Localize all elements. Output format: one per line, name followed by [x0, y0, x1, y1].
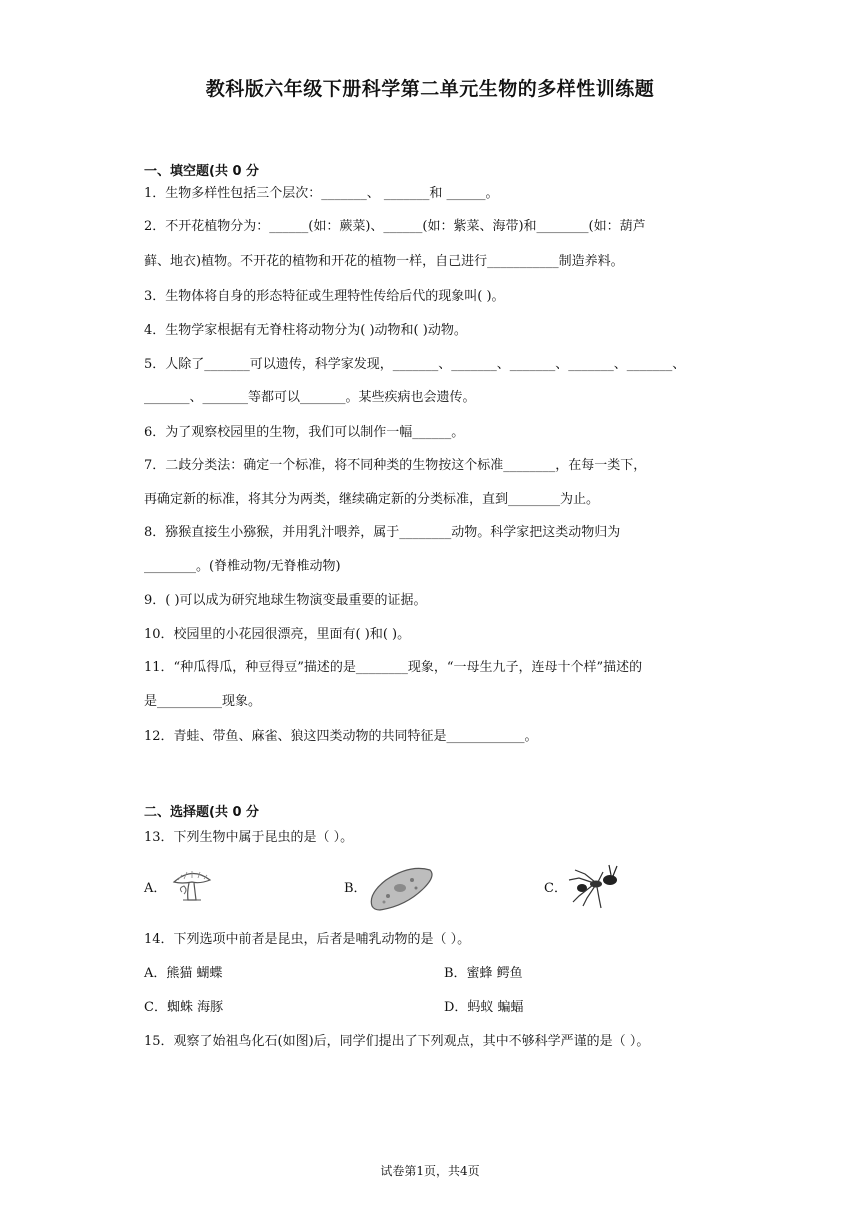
- q13-option-c: C．: [544, 881, 567, 896]
- question-7-line-2: 再确定新的标准，将其分为两类，继续确定新的分类标准，直到________为止。: [144, 492, 600, 507]
- question-12: 12．青蛙、带鱼、麻雀、狼这四类动物的共同特征是____________。: [144, 729, 538, 744]
- question-13: 13．下列生物中属于昆虫的是（ ）。: [144, 830, 354, 845]
- section-fill-blank-heading: 一、填空题(共 0 分: [144, 164, 260, 179]
- page-footer: 试卷第1页，共4页: [380, 1164, 480, 1178]
- q13-option-b: B．: [344, 881, 367, 896]
- question-5-line-1: 5．人除了_______可以遗传，科学家发现，_______、_______、_______、_______、_______、: [144, 357, 686, 372]
- question-2-line-1: 2．不开花植物分为：______(如：蕨菜)、______(如：紫菜、海带)和________(如：葫芦: [144, 219, 646, 234]
- question-1: 1．生物多样性包括三个层次：_______、 _______和 ______。: [144, 186, 499, 201]
- question-2-line-2: 藓、地衣)植物。不开花的植物和开花的植物一样，自己进行___________制造养料。: [144, 254, 624, 269]
- page-title: 教科版六年级下册科学第二单元生物的多样性训练题: [205, 78, 655, 100]
- q14-option-c: C．蜘蛛 海豚: [144, 1000, 224, 1015]
- q14-option-a: A．熊猫 蝴蝶: [144, 966, 223, 981]
- q13-option-a: A．: [144, 881, 167, 896]
- question-11-line-2: 是__________现象。: [144, 694, 262, 709]
- question-15: 15．观察了始祖鸟化石(如图)后，同学们提出了下列观点，其中不够科学严谨的是（ ）。: [144, 1034, 650, 1049]
- question-4: 4．生物学家根据有无脊柱将动物分为( )动物和( )动物。: [144, 323, 467, 338]
- paramecium-icon: [366, 864, 438, 912]
- question-8-line-1: 8．猕猴直接生小猕猴，并用乳汁喂养，属于________动物。科学家把这类动物归为: [144, 525, 621, 540]
- question-9: 9．( )可以成为研究地球生物演变最重要的证据。: [144, 593, 427, 608]
- question-10: 10．校园里的小花园很漂亮，里面有( )和( )。: [144, 627, 411, 642]
- question-6: 6．为了观察校园里的生物，我们可以制作一幅______。: [144, 425, 465, 440]
- question-14: 14．下列选项中前者是昆虫，后者是哺乳动物的是（ ）。: [144, 932, 471, 947]
- mushroom-icon: [170, 866, 214, 906]
- section-choice-heading: 二、选择题(共 0 分: [144, 805, 260, 820]
- question-8-line-2: ________。(脊椎动物/无脊椎动物): [144, 559, 341, 574]
- q14-option-d: D．蚂蚁 蝙蝠: [444, 1000, 524, 1015]
- q14-option-b: B．蜜蜂 鳄鱼: [444, 966, 523, 981]
- question-5-line-2: _______、_______等都可以_______。某些疾病也会遗传。: [144, 390, 476, 405]
- question-3: 3．生物体将自身的形态特征或生理特性传给后代的现象叫( )。: [144, 289, 505, 304]
- question-11-line-1: 11．“种瓜得瓜，种豆得豆”描述的是________现象，“一母生九子，连母十个样”描述的: [144, 660, 643, 675]
- ant-icon: [565, 862, 621, 912]
- question-7-line-1: 7．二歧分类法：确定一个标准，将不同种类的生物按这个标准________，在每一类下，: [144, 458, 647, 473]
